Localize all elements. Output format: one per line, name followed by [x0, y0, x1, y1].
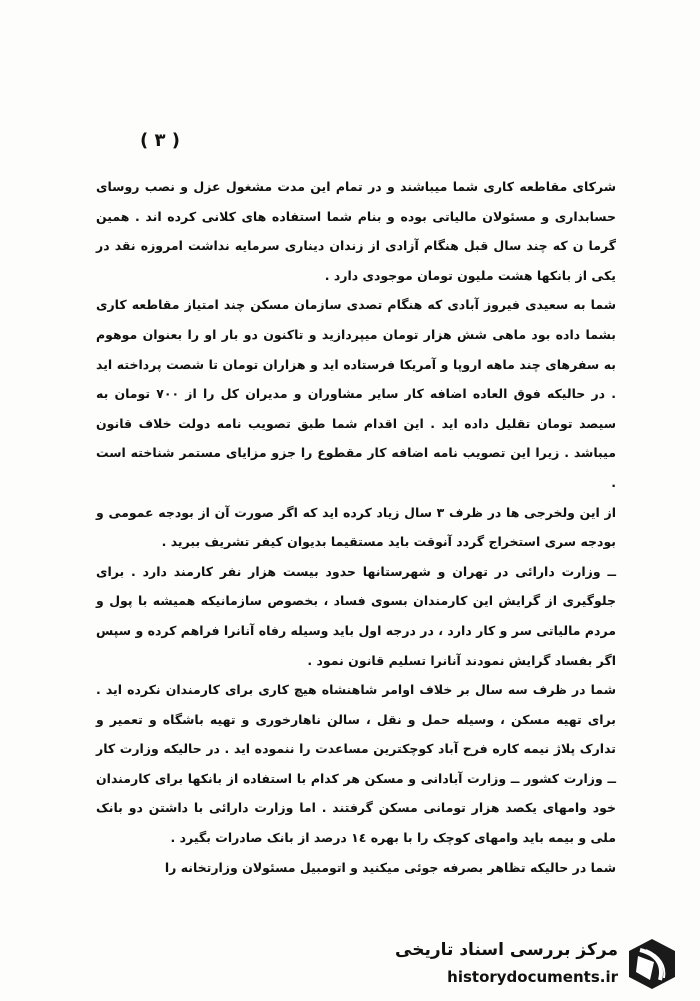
paragraph: شما در حالیکه تظاهر بصرفه جوئی میکنید و اتومبیل مسئولان وزارتخانه را [164, 859, 616, 875]
paragraph: شما در ظرف سه سال بر خلاف اوامر شاهنشاه هیچ کاری برای کارمندان نکرده اید . برای تهیه مسکن ، وسیله حمل و نقل ، سالن ناهارخوری و تهیه باشگاه و تعمیر و تدارک پلاژ نیمه کاره فرح آباد کوچکترین مساعدت را ننموده اید . در حالیکه وزارت کار ــ وزارت کشور ــ وزارت آبادانی و مسکن هر کدام با استفاده از بانکها برای کارمندان خود وامهای یکصد هزار تومانی مسکن گرفتند . اما وزارت دارائی با داشتن دو بانک ملی و بیمه باید وامهای کوچک را با بهره ١٤ درصد از بانک صادرات بگیرد . [96, 682, 616, 846]
watermark-title: مرکز بررسی اسناد تاریخی [395, 940, 618, 960]
document-body [96, 172, 616, 882]
paragraph: شرکای مقاطعه کاری شما میباشند و در تمام این مدت مشغول عزل و نصب روسای حسابداری و مسئولان مالیاتی بوده و بنام شما استفاده های کلانی کرده اند . همین گرما ن که چند سال قبل هنگام آزادی از زندان دیناری سرمایه نداشت امروزه نقد در یکی از بانکها هشت ملیون تومان موجودی دارد . [96, 179, 616, 283]
watermark [388, 932, 688, 994]
paragraph: از این ولخرجی ها در ظرف ٣ سال زیاد کرده اید که اگر صورت آن از بودجه عمومی و بودجه سری استخراج گردد آنوقت باید مستقیما بدیوان کیفر تشریف ببرید . [96, 504, 616, 550]
paragraph: شما به سعیدی فیروز آبادی که هنگام تصدی سازمان مسکن چند امتیاز مقاطعه کاری بشما داده بود ماهی شش هزار تومان میپردازید و تاکنون دو بار او را بعنوان موهوم به سفرهای چند ماهه اروپا و آمریکا فرستاده اید و هزاران تومان تا شصت پرداخته اید . در حالیکه فوق العاده اضافه کار سایر مشاوران و مدیران کل را از ٧٠٠ تومان به سیصد تومان تقلیل داده اید . این اقدام شما طبق تصویب نامه دولت خلاف قانون میباشد . زیرا این تصویب نامه اضافه کار مقطوع را جزو مزایای مستمر شناخته است . [96, 297, 616, 490]
watermark-url: historydocuments.ir [447, 968, 618, 986]
paragraph: ــ وزارت دارائی در تهران و شهرستانها حدود بیست هزار نفر کارمند دارد . برای جلوگیری از گرایش این کارمندان بسوی فساد ، بخصوص سازمانیکه همیشه با پول و مردم مالیاتی سر و کار دارد ، در درجه اول باید وسیله رفاه آنانرا فراهم کرده و سپس اگر بفساد گرایش نمودند آنانرا تسلیم قانون نمود . [96, 563, 616, 668]
archive-logo-icon [624, 936, 680, 992]
page-number: ( ٣ ) [140, 130, 180, 151]
